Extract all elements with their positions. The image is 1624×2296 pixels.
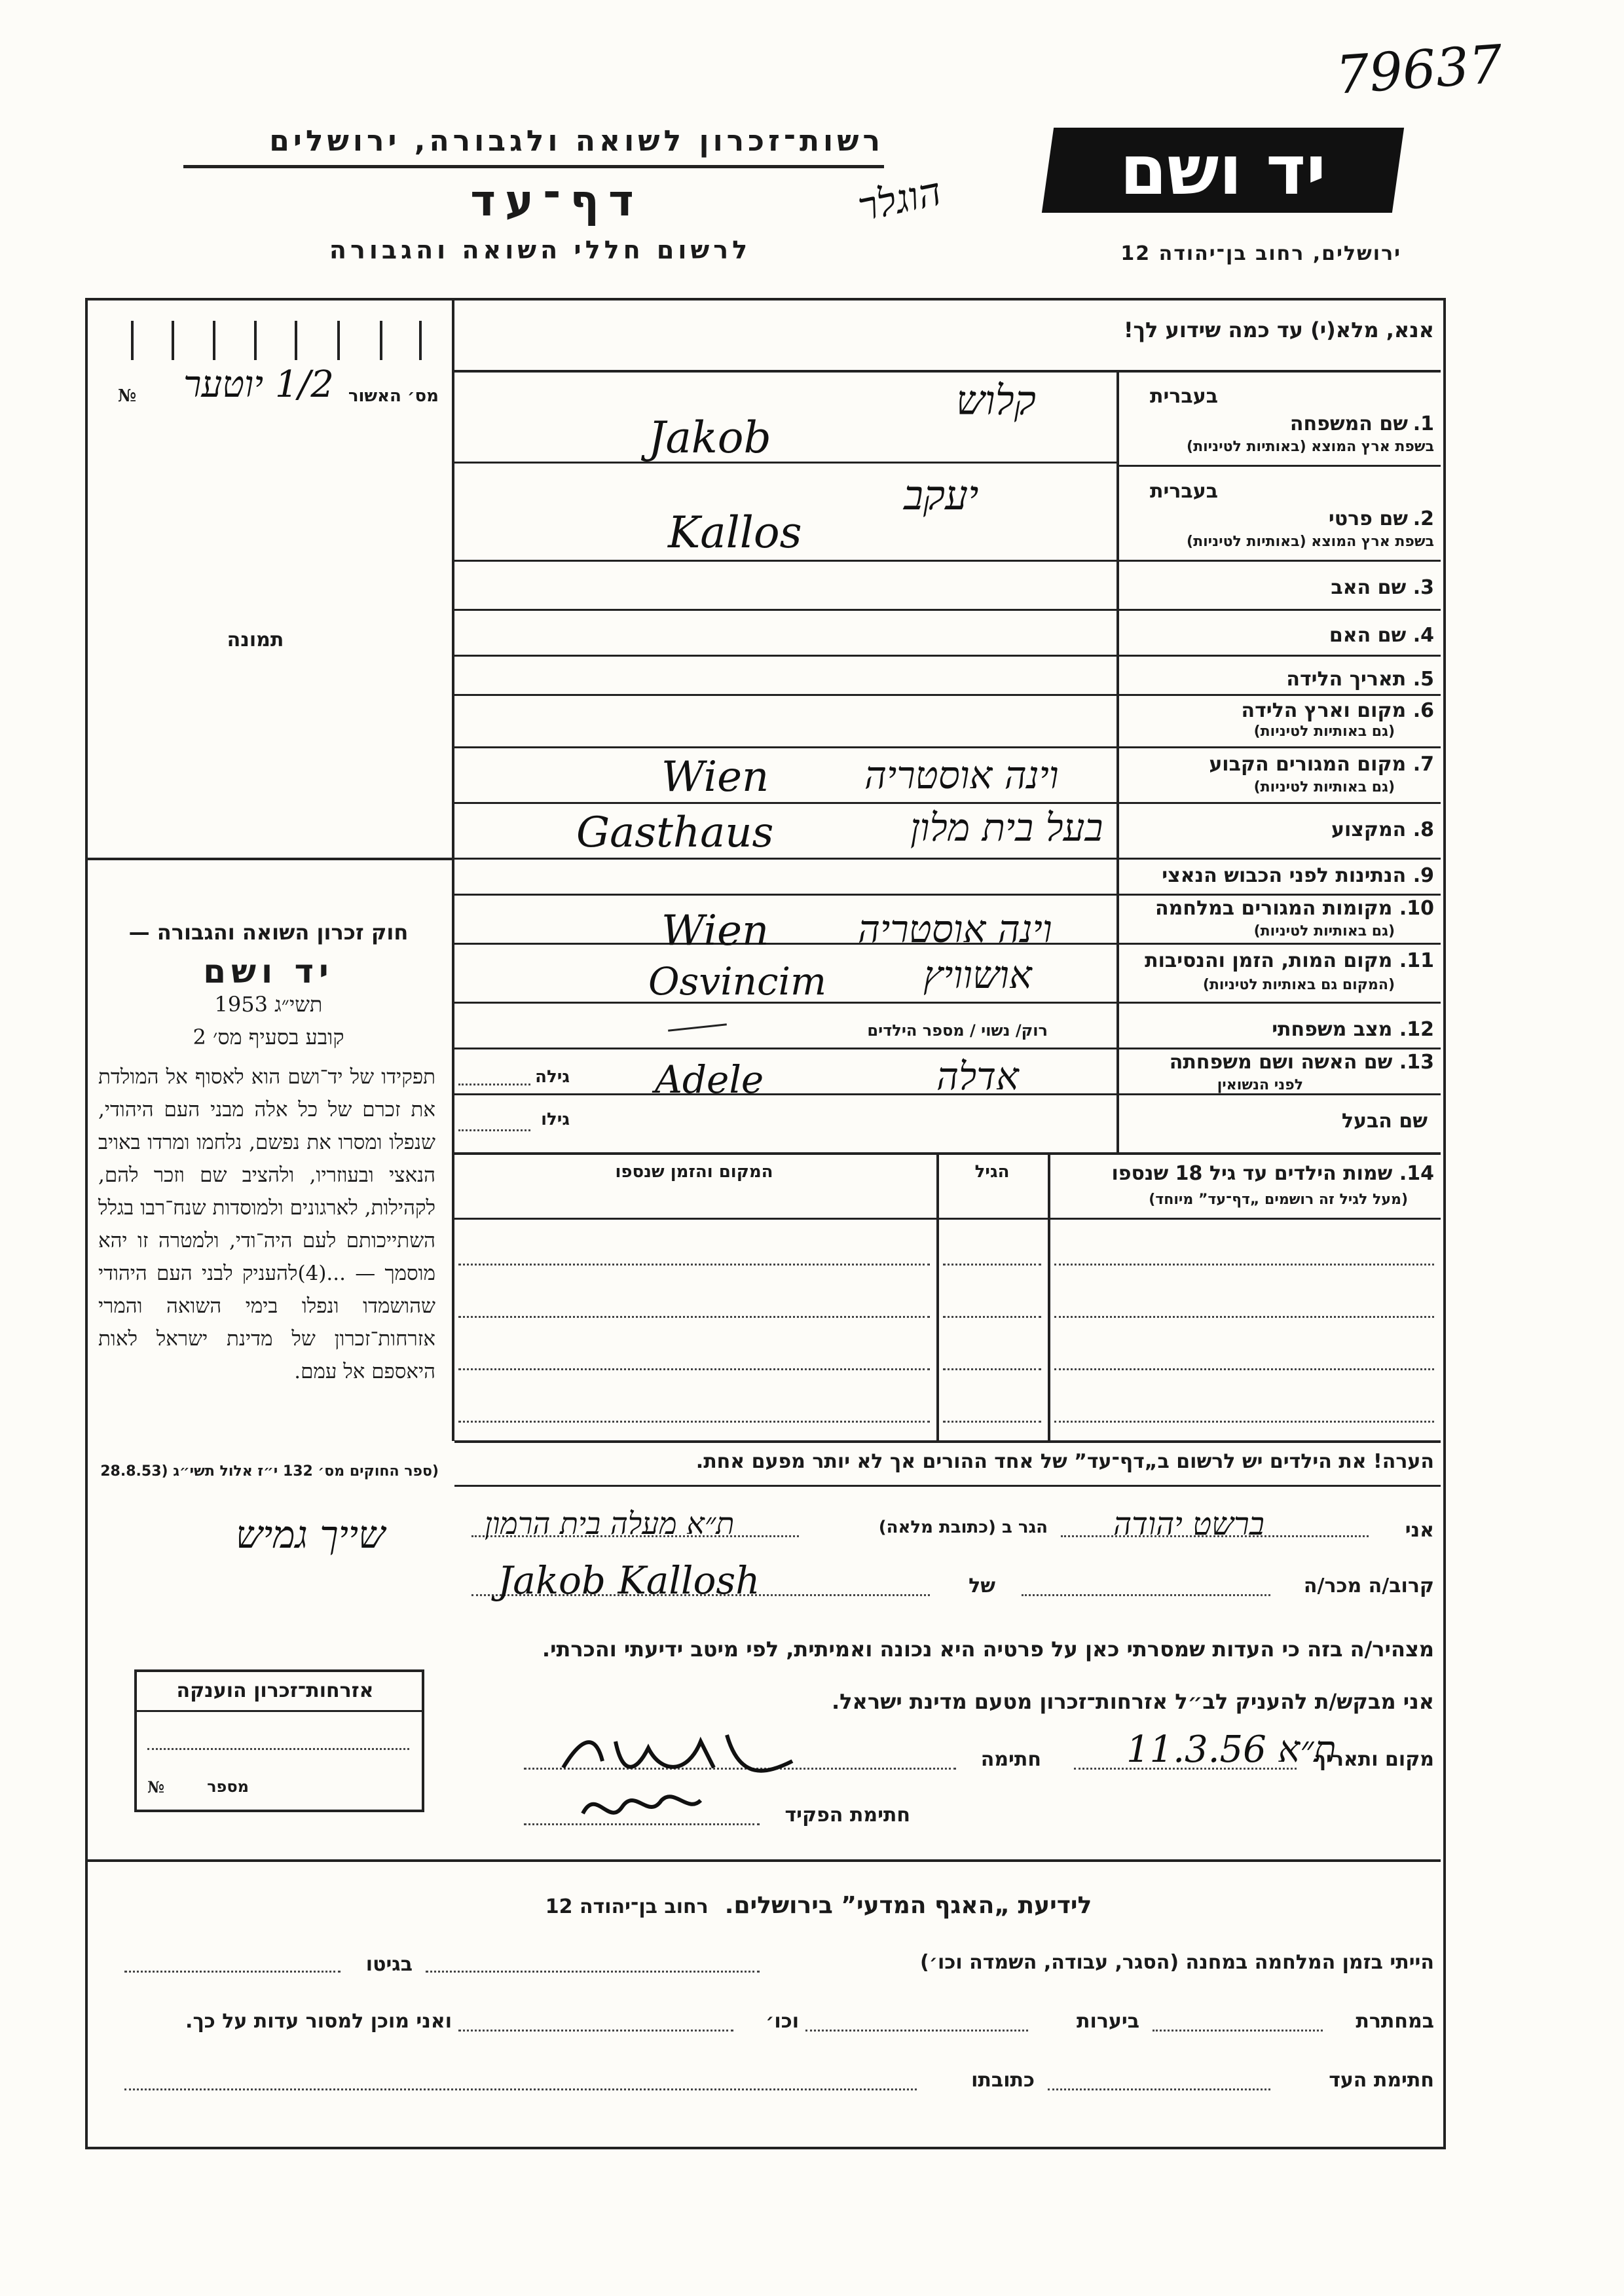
wife-name-hebrew[interactable]: אדלה	[936, 1054, 1019, 1099]
approval-value: 1/2 יוטער	[183, 363, 334, 406]
field4-label: 4. שם האם	[1329, 624, 1434, 647]
law-text: תפקידו של יד־ושם הוא לאסוף אל המולדת את זכרם של כל אלה מבני העם היהודי, שנפלו ומסרו את נפשם, נלחמו ומרדו באויב הנאצי ובעוזריו, ולהציב שם וזכר להם, לקהילות, לארגונים ולמוסדות שנח־רבו בגלל השתייכותם לעם היה־ודי, ולמטרה זו יהא מוסמך — ...(4)להעניק לבני העם היהודי שהושמדו ונפלו בימי השואה והמרי אזרחות־זכרון של מדינת ישראל לאות היאספם אל עמם.	[98, 1065, 435, 1383]
field11-sub: (המקום גם באותיות לטיניות)	[1202, 977, 1395, 993]
authority-name: רשות־זכרון לשואה ולגבורה, ירושלים	[269, 124, 884, 158]
of-label: של	[969, 1575, 995, 1597]
law-name: יד ושם	[203, 953, 334, 991]
family-name-hebrew[interactable]: קלוש	[956, 376, 1036, 424]
husband-label: שם הבעל	[1341, 1110, 1428, 1133]
left-handwritten-note: שייך גמיש	[236, 1512, 386, 1557]
death-place-latin[interactable]: Osvincim	[648, 959, 827, 1004]
place-date[interactable]: ת״א 11.3.56	[1126, 1728, 1337, 1771]
witness-signature-label: חתימת העד	[1329, 2069, 1434, 2092]
field6-sub: (גם באותיות לטיניות)	[1253, 723, 1395, 740]
residence-latin[interactable]: Wien	[661, 753, 769, 801]
ready-label: ואני מוכן למסור עדות על כך.	[185, 2010, 452, 2033]
citizenship-no: №	[147, 1777, 165, 1796]
field6-label: 6. מקום וארץ הלידה	[1241, 699, 1434, 722]
field2-sub: בשפת ארץ המוצא (באותיות לטיניות)	[1187, 534, 1434, 550]
declarant-name[interactable]: ברשט יהודה	[1113, 1506, 1264, 1542]
field7-sub: (גם באותיות לטיניות)	[1253, 779, 1395, 795]
declarant-signature	[557, 1722, 805, 1781]
relation-label: קרוב/ה מכר/ה	[1303, 1575, 1434, 1597]
declaration-statement: מצהיר/ה בזה כי העדות שמסרתי כאן על פרטיה היא נכונה ואמיתית, לפי מיטב ידיעתי והכרתי.	[542, 1637, 1434, 1662]
etc-label: וכו׳	[766, 2010, 799, 2033]
field11-label: 11. מקום המות, הזמן והנסיבות	[1145, 949, 1434, 972]
approval-no: №	[118, 386, 137, 406]
field13-label: 13. שם האשה ושם משפחתה	[1169, 1051, 1434, 1074]
profession-latin[interactable]: Gasthaus	[576, 809, 774, 857]
document-number: 79637	[1334, 33, 1505, 106]
field14-label: 14. שמות הילדים עד גיל 18 שנספו	[1111, 1162, 1434, 1185]
forests-label: ביערות	[1077, 2010, 1139, 2033]
signature-label: חתימה	[980, 1748, 1041, 1771]
field1-label: שם המשפחה	[1289, 412, 1408, 435]
header-rule	[183, 165, 884, 168]
field2-number: 2.	[1412, 507, 1434, 530]
field2-label: שם פרטי	[1328, 507, 1408, 530]
field12-label: 12. מצב משפחתי	[1272, 1018, 1434, 1041]
marital-options[interactable]: רוק/ נשוי / מספר הילדים	[867, 1021, 1048, 1040]
law-clause: קובע בסעיף מס׳ 2	[193, 1025, 344, 1049]
law-title: חוק זכרון השואה והגבורה —	[128, 920, 409, 945]
field3-label: 3. שם האב	[1331, 576, 1434, 599]
residence-hebrew[interactable]: וינה אוסטריה	[864, 753, 1059, 797]
field1-sub: בשפת ארץ המוצא (באותיות לטיניות)	[1187, 439, 1434, 455]
photo-label: תמונה	[227, 629, 284, 651]
field10-sub: (גם באותיות לטיניות)	[1253, 923, 1395, 939]
instruction: אנא, מלא(י) עד כמה שידוע לך!	[1123, 318, 1434, 342]
approval-label: מס׳ האשור	[348, 386, 439, 406]
underground-label: במחתרת	[1356, 2010, 1434, 2033]
law-source: (ספר החוקים מס׳ 132 י״ז אלול תשי״ג (28.8.53	[100, 1463, 439, 1480]
war-places-hebrew[interactable]: וינה אוסטריה	[858, 907, 1052, 951]
form-subtitle: לרשום חללי השואה והגבורה	[329, 236, 752, 264]
note: הערה! את הילדים יש לרשום ב„דף־עד” של אחד ההורים אך לא יותר מפעם אחת.	[695, 1450, 1434, 1473]
declaration-i-label: אני	[1405, 1519, 1434, 1542]
header-address: ירושלים, רחוב בן־יהודה 12	[1120, 242, 1401, 265]
wife-age-label: גילה	[535, 1067, 570, 1087]
appeal-line1: הייתי בזמן המלחמה במחנה (הסגר, עבודה, השמדה וכו׳)	[920, 1951, 1434, 1974]
field1-number: 1.	[1412, 412, 1434, 435]
war-places-latin[interactable]: Wien	[661, 907, 769, 955]
first-name-latin[interactable]: Kallos	[668, 507, 802, 558]
field2-hebrew-tag: בעברית	[1150, 480, 1218, 503]
field9-label: 9. הנתינות לפני הכבוש הנאצי	[1162, 864, 1434, 887]
field14-sub: (מעל לגיל זה רושמים „דף־עד” מיוחד)	[1149, 1192, 1408, 1208]
law-year: תשי״ג 1953	[214, 992, 323, 1017]
field8-label: 8. המקצוע	[1331, 818, 1434, 841]
family-name-latin[interactable]: Jakob	[648, 412, 771, 463]
wife-name-latin[interactable]: Adele	[655, 1057, 764, 1102]
field1-hebrew-tag: בעברית	[1150, 385, 1218, 408]
subject-name[interactable]: Jakob Kallosh	[498, 1558, 760, 1603]
field7-label: 7. מקום המגורים הקבוע	[1209, 753, 1434, 776]
field13-sub: לפני הנשואין	[1217, 1077, 1303, 1093]
children-place-header: המקום והזמן שנספו	[615, 1162, 773, 1182]
ghetto-label: בגיטו	[365, 1953, 413, 1976]
handwritten-mark: הוגלר	[854, 168, 946, 231]
yad-vashem-logo: יד ושם	[1042, 128, 1404, 213]
citizenship-number-label: מספר	[207, 1777, 249, 1796]
field5-label: 5. תאריך הלידה	[1286, 668, 1434, 691]
death-place-hebrew[interactable]: אושוויץ	[923, 953, 1032, 997]
profession-hebrew[interactable]: בעל בית מלון	[910, 805, 1103, 850]
place-date-label: מקום ותאריך	[1314, 1748, 1434, 1771]
citizenship-title: אזרחות־זכרון הוענקה	[176, 1679, 374, 1702]
children-age-header: הגיל	[974, 1162, 1010, 1182]
declaration-request: אני מבקש/ת להעניק לב״ל אזרחות־זכרון מטעם מדינת ישראל.	[832, 1689, 1434, 1714]
official-signature-label: חתימת הפקיד	[784, 1804, 910, 1827]
form-title: דף־עד	[470, 175, 643, 226]
field10-label: 10. מקומות המגורים במלחמה	[1155, 897, 1434, 920]
declarant-address[interactable]: ת״א מעלה בית הרמון	[485, 1506, 735, 1541]
husband-age-label: גילו	[541, 1110, 570, 1129]
official-signature	[576, 1781, 707, 1833]
resides-label: הגר ב (כתובת מלאה)	[878, 1518, 1048, 1537]
appeal-title: לידיעת „האגף המדעי” בירושלים. רחוב בן־יהודה 12	[545, 1892, 1092, 1919]
first-name-hebrew[interactable]: יעקב	[904, 471, 979, 519]
witness-address-label: כתובתו	[971, 2069, 1035, 2092]
